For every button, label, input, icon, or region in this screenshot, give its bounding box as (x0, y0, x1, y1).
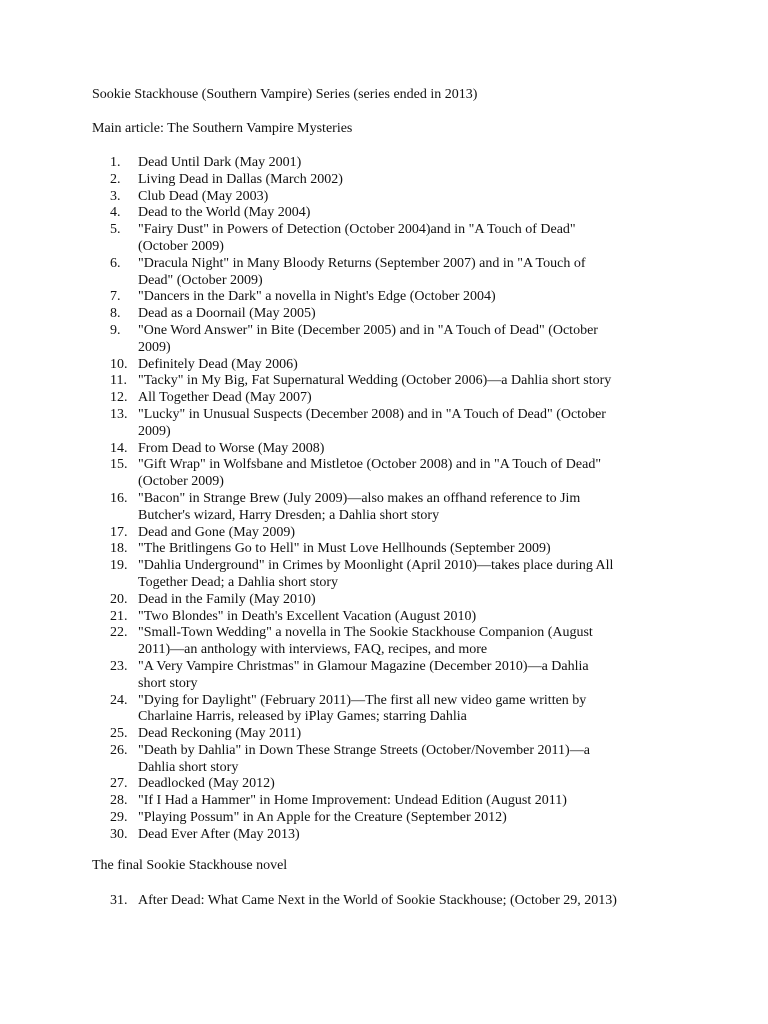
list-item (0, 357, 680, 374)
list-item (0, 659, 680, 693)
list-item-text-line: Together Dead; a Dahlia short story (138, 574, 339, 590)
works-list (0, 155, 680, 844)
series-heading: Sookie Stackhouse (Southern Vampire) Series (series ended in 2013) (92, 87, 478, 102)
list-item (0, 155, 680, 172)
list-item-text-line: "Dancers in the Dark" a novella in Night's Edge (October 2004) (138, 289, 496, 305)
list-item-number: 27. (110, 776, 128, 792)
list-item-number: 23. (110, 658, 128, 674)
list-item (0, 222, 680, 256)
list-item (0, 172, 680, 189)
list-item-text-line: Butcher's wizard, Harry Dresden; a Dahlia short story (138, 507, 440, 523)
list-item (0, 726, 680, 743)
list-item (0, 457, 680, 491)
list-item-text-line: Deadlocked (May 2012) (138, 776, 275, 792)
list-item-text-line: 2011)—an anthology with interviews, FAQ, recipes, and more (138, 642, 488, 658)
list-item-text-line: Definitely Dead (May 2006) (138, 356, 298, 372)
list-item-text-line: Dead Ever After (May 2013) (138, 826, 300, 842)
list-item-number: 14. (110, 440, 128, 456)
list-item-text-line: "Dahlia Underground" in Crimes by Moonlight (April 2010)—takes place during All (138, 558, 614, 574)
list-item-text-line: "Dracula Night" in Many Bloody Returns (September 2007) and in "A Touch of (138, 255, 586, 271)
list-item-text-line: Dead and Gone (May 2009) (138, 524, 296, 540)
list-item-text-line: "The Britlingens Go to Hell" in Must Love Hellhounds (September 2009) (138, 541, 551, 557)
list-item-number: 21. (110, 608, 128, 624)
list-item-number: 13. (110, 406, 128, 422)
list-item-text-line: "Lucky" in Unusual Suspects (December 2008) and in "A Touch of Dead" (October (138, 406, 606, 422)
list-item-text-line: 2009) (138, 423, 171, 439)
list-item (0, 289, 680, 306)
list-item-number: 28. (110, 793, 128, 809)
list-item (0, 776, 680, 793)
list-item-number: 8. (110, 306, 121, 322)
list-item-text-line: (October 2009) (138, 474, 224, 490)
list-item-number: 11. (110, 373, 127, 389)
list-item-number: 6. (110, 255, 121, 271)
list-item-text-line: "Bacon" in Strange Brew (July 2009)—also makes an offhand reference to Jim (138, 490, 581, 506)
list-item (0, 743, 680, 777)
list-item (0, 390, 680, 407)
list-item (0, 609, 680, 626)
list-item-number: 5. (110, 222, 121, 238)
list-item-number: 15. (110, 457, 128, 473)
list-item (0, 558, 680, 592)
list-item-text-line: Charlaine Harris, released by iPlay Games; starring Dahlia (138, 709, 467, 725)
list-item (0, 491, 680, 525)
list-item-number: 22. (110, 625, 128, 641)
list-item-text-line: Dead as a Doornail (May 2005) (138, 306, 316, 322)
list-item (0, 205, 680, 222)
list-item-text-line: Club Dead (May 2003) (138, 188, 269, 204)
list-item-text-line: All Together Dead (May 2007) (138, 390, 312, 406)
list-item-text-line: Dead Until Dark (May 2001) (138, 155, 302, 170)
list-item-number: 30. (110, 826, 128, 842)
list-item-text-line: Dahlia short story (138, 759, 239, 775)
list-item (0, 323, 680, 357)
list-item-text-line: Dead to the World (May 2004) (138, 205, 311, 221)
list-item-text-line: "Playing Possum" in An Apple for the Creature (September 2012) (138, 810, 507, 826)
list-item-text-line: Dead in the Family (May 2010) (138, 591, 316, 607)
list-item (0, 827, 680, 844)
list-item-text-line: "Two Blondes" in Death's Excellent Vacation (August 2010) (138, 608, 477, 624)
list-item-text-line: Dead Reckoning (May 2011) (138, 726, 302, 742)
list-item-number: 25. (110, 726, 128, 742)
list-item-text-line: (October 2009) (138, 238, 224, 254)
list-item-number: 18. (110, 541, 128, 557)
final-novel-list (0, 893, 680, 910)
list-item-number: 4. (110, 205, 121, 221)
list-item (0, 541, 680, 558)
list-item-text-line: After Dead: What Came Next in the World of Sookie Stackhouse; (October 29, 2013) (138, 893, 617, 908)
list-item (0, 625, 680, 659)
list-item (0, 793, 680, 810)
list-item-number: 29. (110, 810, 128, 826)
list-item-number: 10. (110, 356, 128, 372)
list-item-text-line: "Fairy Dust" in Powers of Detection (October 2004)and in "A Touch of Dead" (138, 222, 576, 238)
list-item-number: 1. (110, 155, 121, 170)
list-item-number: 16. (110, 490, 128, 506)
list-item-number: 9. (110, 322, 121, 338)
list-item (0, 373, 680, 390)
list-item (0, 256, 680, 290)
list-item-text-line: "One Word Answer" in Bite (December 2005) and in "A Touch of Dead" (October (138, 322, 598, 338)
list-item (0, 407, 680, 441)
list-item-text-line: 2009) (138, 339, 171, 355)
main-article-line: Main article: The Southern Vampire Mysteries (92, 121, 353, 136)
list-item-text-line: Dead" (October 2009) (138, 272, 263, 288)
list-item (0, 306, 680, 323)
list-item-text-line: "Small-Town Wedding" a novella in The Sookie Stackhouse Companion (August (138, 625, 593, 641)
final-novel-heading: The final Sookie Stackhouse novel (92, 858, 288, 873)
list-item (0, 189, 680, 206)
list-item-text-line: "A Very Vampire Christmas" in Glamour Magazine (December 2010)—a Dahlia (138, 658, 589, 674)
list-item-text-line: "Tacky" in My Big, Fat Supernatural Wedding (October 2006)—a Dahlia short story (138, 373, 612, 389)
list-item (0, 441, 680, 458)
list-item-number: 2. (110, 171, 121, 187)
list-item-number: 3. (110, 188, 121, 204)
list-item (0, 525, 680, 542)
list-item-text-line: short story (138, 675, 198, 691)
list-item (0, 810, 680, 827)
list-item-text-line: "Dying for Daylight" (February 2011)—The first all new video game written by (138, 692, 587, 708)
list-item-text-line: From Dead to Worse (May 2008) (138, 440, 325, 456)
list-item-number: 20. (110, 591, 128, 607)
list-item (0, 693, 680, 727)
list-item-number: 31. (110, 893, 128, 908)
list-item (0, 893, 680, 910)
list-item-text-line: "Death by Dahlia" in Down These Strange Streets (October/November 2011)—a (138, 742, 590, 758)
list-item-text-line: "Gift Wrap" in Wolfsbane and Mistletoe (October 2008) and in "A Touch of Dead" (138, 457, 602, 473)
list-item (0, 592, 680, 609)
list-item-number: 12. (110, 390, 128, 406)
list-item-number: 17. (110, 524, 128, 540)
list-item-text-line: Living Dead in Dallas (March 2002) (138, 171, 343, 187)
list-item-number: 19. (110, 558, 128, 574)
list-item-number: 24. (110, 692, 128, 708)
list-item-text-line: "If I Had a Hammer" in Home Improvement: Undead Edition (August 2011) (138, 793, 567, 809)
list-item-number: 7. (110, 289, 121, 305)
list-item-number: 26. (110, 742, 128, 758)
